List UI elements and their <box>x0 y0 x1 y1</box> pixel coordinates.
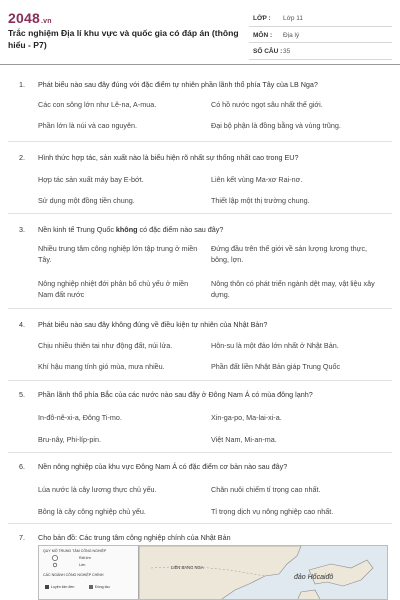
option-c[interactable]: Bông là cây công nghiệp chủ yếu. <box>38 507 146 516</box>
meta-table <box>249 10 392 60</box>
question-divider <box>8 213 392 214</box>
header-divider <box>0 64 400 65</box>
option-c[interactable]: Phần lớn là núi và cao nguyên. <box>38 121 138 130</box>
option-a[interactable]: Hợp tác sản xuất máy bay E-bớt. <box>38 175 144 184</box>
page-title: Trắc nghiệm Địa lí khu vực và quốc gia có đáp án (thông hiểu - P7) <box>8 28 239 50</box>
stem-text: Nền kinh tế Trung Quốc <box>38 225 116 234</box>
question-stem <box>38 225 388 235</box>
meta-row-class <box>249 10 392 27</box>
option-a[interactable]: In-đô-nê-xi-a, Đông Ti-mo. <box>38 413 122 422</box>
question-number: 6. <box>19 462 25 471</box>
question-divider <box>8 308 392 309</box>
option-b[interactable]: Liên kết vùng Ma-xơ Rai-nơ. <box>211 175 303 184</box>
option-d[interactable]: Đại bộ phận là đồng bằng và vùng trũng. <box>211 121 341 130</box>
option-d[interactable]: Thiết lập một thị trường chung. <box>211 196 310 205</box>
stem-text: có đặc điểm nào sau đây? <box>137 225 224 234</box>
question-stem: Cho bản đồ: Các trung tâm công nghiệp chính của Nhật Bản <box>38 533 231 542</box>
option-d[interactable]: Việt Nam, Mi-an-ma. <box>211 435 277 444</box>
meta-value: Địa lý <box>283 31 300 39</box>
meta-key: MÔN : <box>253 31 273 39</box>
legend-item: Rất lớn <box>79 556 91 560</box>
question-divider <box>8 452 392 453</box>
site-logo[interactable] <box>8 10 52 26</box>
question-stem: Phát biểu nào sau đây đúng với đặc điểm tự nhiên phần lãnh thổ phía Tây của LB Nga? <box>38 80 318 89</box>
option-a[interactable]: Các con sông lớn như Lê-na, A-mua. <box>38 100 157 109</box>
question-divider <box>8 523 392 524</box>
option-c[interactable]: Nông nghiệp nhiệt đới phân bố chủ yếu ở miền Nam đất nước <box>38 279 189 299</box>
legend-item: Luyện kim đen <box>51 585 75 589</box>
meta-key: SỐ CÂU : <box>253 48 283 55</box>
option-c[interactable]: Bru-nây, Phi-líp-pin. <box>38 435 101 444</box>
question-number: 7. <box>19 533 25 542</box>
map-label-russia: LIÊN BANG NGA <box>171 565 204 570</box>
option-b[interactable]: Chăn nuôi chiếm tỉ trọng cao nhất. <box>211 485 321 494</box>
meta-row-subject <box>249 27 392 44</box>
option-d[interactable]: Nông thôn có phát triển ngành dệt may, vật liệu xây dựng. <box>211 279 375 299</box>
map-label-hokkaido: đảo Hốcaiđô <box>294 574 334 581</box>
option-a[interactable]: Lúa nước là cây lương thực chủ yếu. <box>38 485 157 494</box>
option-b[interactable]: Đứng đầu trên thế giới về sản lượng lương thực, bông, lợn. <box>211 244 368 264</box>
legend-title: QUY MÔ TRUNG TÂM CÔNG NGHIỆP <box>43 549 107 553</box>
stem-emphasis: không <box>115 225 138 234</box>
map-legend <box>39 546 139 600</box>
question-divider <box>8 141 392 142</box>
question-number: 2. <box>19 153 25 162</box>
question-stem: Hình thức hợp tác, sản xuất nào là biểu hiện rõ nhất sự thống nhất cao trong EU? <box>38 153 299 162</box>
question-stem: Phát biểu nào sau đây không đúng về điều kiện tự nhiên của Nhật Bản? <box>38 320 268 329</box>
option-a[interactable]: Nhiều trung tâm công nghiệp lớn tập trung ở miền Tây. <box>38 244 198 264</box>
question-number: 1. <box>19 80 25 89</box>
option-a[interactable]: Chịu nhiều thiên tai như động đất, núi lửa. <box>38 341 173 350</box>
meta-row-count <box>249 43 392 60</box>
question-divider <box>8 380 392 381</box>
question-number: 3. <box>19 225 25 234</box>
meta-value: Lớp 11 <box>283 15 304 22</box>
question-stem: Nền nông nghiệp của khu vực Đông Nam Á có đặc điểm cơ bản nào sau đây? <box>38 462 288 471</box>
option-b[interactable]: Có hồ nước ngọt sâu nhất thế giới. <box>211 100 323 109</box>
japan-industry-map <box>38 545 388 600</box>
logo-sub: .vn <box>40 18 52 25</box>
meta-key: LỚP : <box>253 15 271 22</box>
meta-value: 35 <box>283 48 291 55</box>
option-d[interactable]: Tỉ trọng dịch vụ nông nghiệp cao nhất. <box>211 507 334 516</box>
option-b[interactable]: Hôn-su là một đảo lớn nhất ở Nhật Bản. <box>211 341 339 350</box>
option-c[interactable]: Sử dụng một đồng tiền chung. <box>38 196 135 205</box>
option-b[interactable]: Xin-ga-po, Ma-lai-xi-a. <box>211 413 282 422</box>
legend-item: Lớn <box>79 563 86 567</box>
option-d[interactable]: Phần đất liền Nhật Bản giáp Trung Quốc <box>211 362 341 371</box>
legend-item: Đóng tàu <box>95 585 110 589</box>
option-c[interactable]: Khí hậu mang tính gió mùa, mưa nhiều. <box>38 362 165 371</box>
legend-title: CÁC NGÀNH CÔNG NGHIỆP CHÍNH <box>43 573 104 577</box>
question-number: 5. <box>19 390 25 399</box>
header <box>0 0 400 62</box>
logo-main: 2048 <box>8 10 40 26</box>
question-stem: Phần lãnh thổ phía Bắc của các nước nào sau đây ở Đông Nam Á có mùa đông lạnh? <box>38 390 313 399</box>
question-number: 4. <box>19 320 25 329</box>
